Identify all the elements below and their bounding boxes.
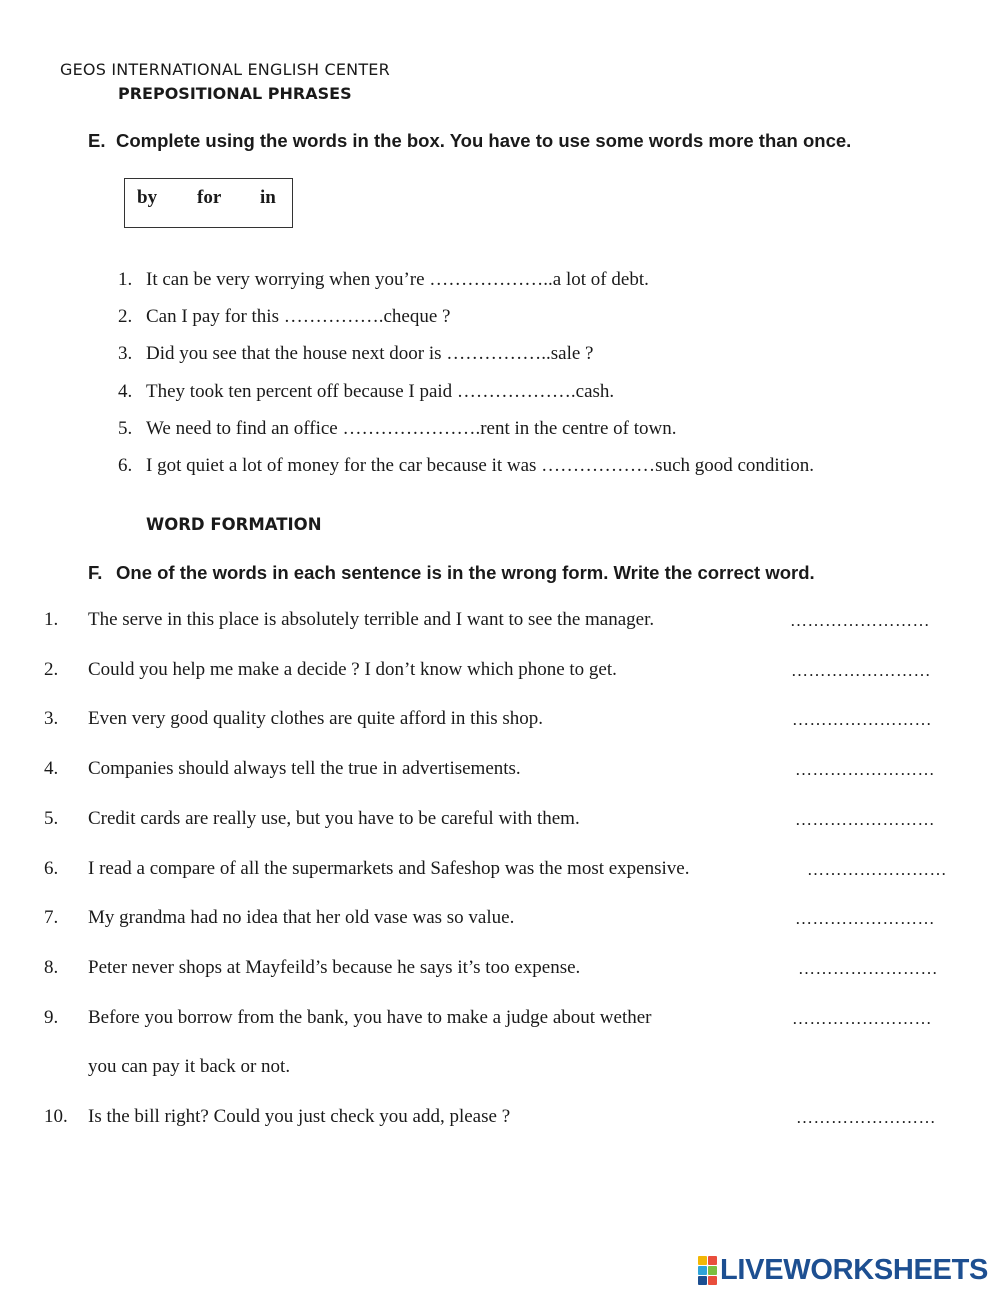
section-f-instruction [88, 562, 815, 584]
e-item-text: It can be very worrying when you’re ………………..a lot of debt. [146, 269, 649, 290]
answer-blank[interactable]: …………………… [792, 710, 932, 729]
f-item-text: Credit cards are really use, but you have to be careful with them. [88, 808, 580, 829]
e-item-number: 3. [118, 343, 133, 364]
answer-blank[interactable]: …………………… [795, 810, 935, 829]
answer-blank[interactable]: …………………… [795, 909, 935, 928]
answer-blank[interactable]: …………………… [796, 1108, 936, 1127]
f-item-number: 4. [44, 758, 59, 779]
f-item-text: I read a compare of all the supermarkets and Safeshop was the most expensive. [88, 858, 690, 879]
e-item-number: 1. [118, 269, 133, 290]
e-item-number: 6. [118, 455, 133, 476]
f-item-continuation: you can pay it back or not. [88, 1056, 291, 1077]
answer-blank[interactable]: …………………… [798, 959, 938, 978]
f-item-number: 6. [44, 858, 59, 879]
answer-blank[interactable]: …………………… [807, 860, 947, 879]
e-item-text: They took ten percent off because I paid ……………….cash. [146, 381, 615, 402]
f-item-text: Is the bill right? Could you just check you add, please ? [88, 1106, 511, 1127]
section-f-letter: F. [88, 562, 103, 583]
f-item-number: 8. [44, 957, 59, 978]
f-item-text: The serve in this place is absolutely terrible and I want to see the manager. [88, 609, 655, 630]
f-item-number: 3. [44, 708, 59, 729]
worksheet-topic: PREPOSITIONAL PHRASES [118, 84, 352, 103]
word-box-item: for [197, 187, 222, 208]
f-item-number: 7. [44, 907, 59, 928]
section-f-instruction-text: One of the words in each sentence is in the wrong form. Write the correct word. [116, 562, 815, 583]
f-item-text: Peter never shops at Mayfeild’s because he says it’s too expense. [88, 957, 581, 978]
e-item-text: We need to find an office ………………….rent in the centre of town. [146, 418, 677, 439]
e-item [118, 269, 649, 291]
f-item-number: 10. [44, 1106, 68, 1127]
e-item [118, 306, 450, 328]
liveworksheets-logo [698, 1254, 988, 1286]
e-item-number: 5. [118, 418, 133, 439]
answer-blank[interactable]: …………………… [795, 760, 935, 779]
e-item [118, 418, 677, 440]
e-item-text: Did you see that the house next door is ……………..sale ? [146, 343, 594, 364]
f-item-text: Could you help me make a decide ? I don’t know which phone to get. [88, 659, 617, 680]
logo-tiles-icon [698, 1256, 717, 1285]
f-item-number: 1. [44, 609, 59, 630]
word-formation-heading: WORD FORMATION [146, 515, 322, 534]
e-item-number: 4. [118, 381, 133, 402]
f-item-text: Companies should always tell the true in advertisements. [88, 758, 521, 779]
e-item-number: 2. [118, 306, 133, 327]
e-item [118, 455, 814, 477]
center-name: GEOS INTERNATIONAL ENGLISH CENTER [60, 60, 390, 79]
e-item-text: I got quiet a lot of money for the car because it was ………………such good condition. [146, 455, 815, 476]
f-item-number: 5. [44, 808, 59, 829]
answer-blank[interactable]: …………………… [792, 1009, 932, 1028]
f-item-number: 2. [44, 659, 59, 680]
f-item-text: Before you borrow from the bank, you have to make a judge about wether [88, 1007, 652, 1028]
f-item-number: 9. [44, 1007, 59, 1028]
answer-blank[interactable]: …………………… [791, 661, 931, 680]
section-e-letter: E. [88, 130, 106, 151]
word-box [124, 178, 293, 228]
e-item-text: Can I pay for this …………….cheque ? [146, 306, 451, 327]
answer-blank[interactable]: …………………… [790, 611, 930, 630]
word-box-item: by [137, 187, 158, 208]
e-item [118, 381, 614, 403]
section-e-instruction [88, 130, 851, 152]
logo-wordmark: LIVEWORKSHEETS [720, 1253, 989, 1286]
f-item-text: Even very good quality clothes are quite afford in this shop. [88, 708, 544, 729]
f-item-text: My grandma had no idea that her old vase was so value. [88, 907, 515, 928]
e-item [118, 343, 593, 365]
section-e-instruction-text: Complete using the words in the box. You have to use some words more than once. [116, 130, 852, 151]
word-box-item: in [260, 187, 276, 208]
